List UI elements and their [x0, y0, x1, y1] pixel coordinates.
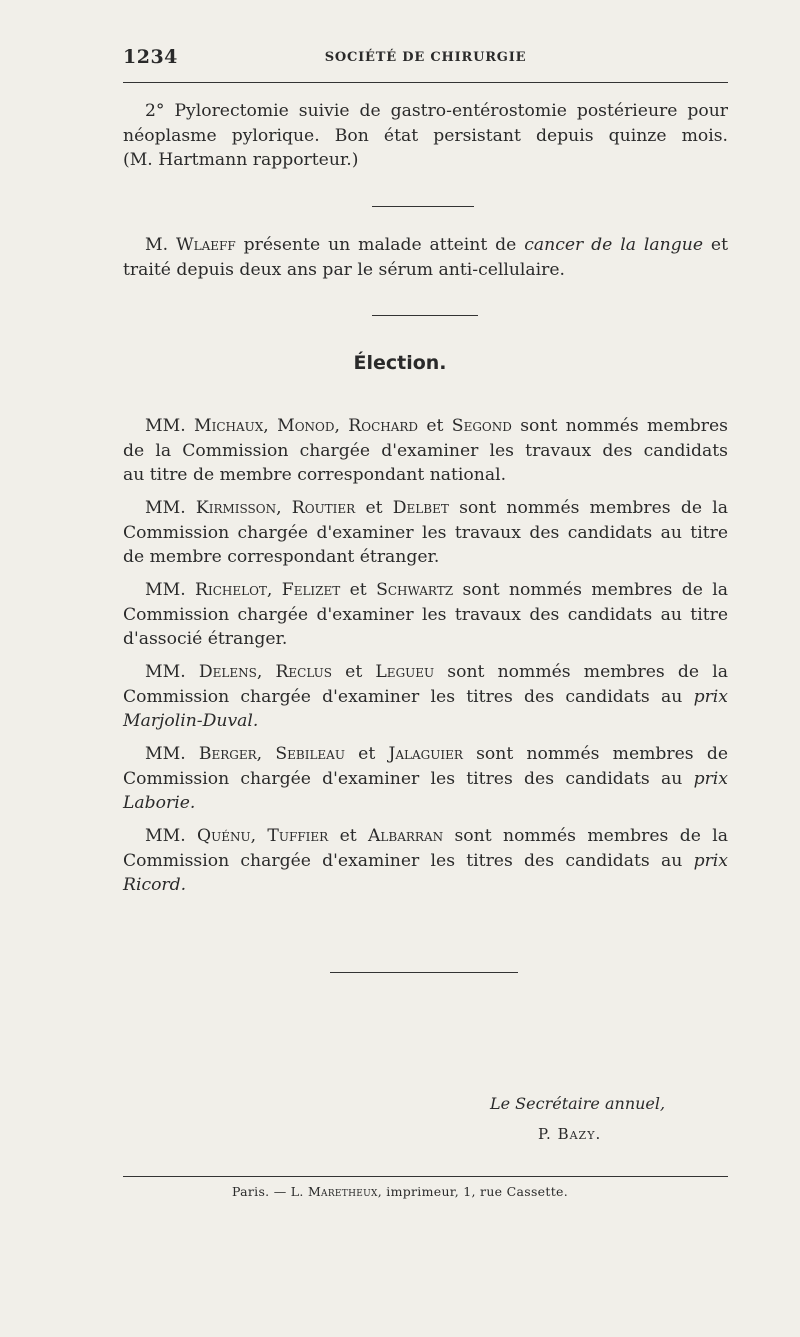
- text-line: de la Commission chargée d'examiner les travaux des candidats: [123, 440, 728, 461]
- text-line: 2° Pylorectomie suivie de gastro-entérostomie postérieure pour: [145, 101, 728, 121]
- election-paragraph: [123, 660, 728, 734]
- election-paragraph: [123, 742, 728, 816]
- member-names: Delens, Reclus: [198, 662, 332, 682]
- printer-imprint: [0, 1184, 800, 1199]
- honorific: MM.: [145, 498, 196, 518]
- honorific: MM.: [145, 580, 196, 600]
- text-line: au titre de membre correspondant national.: [123, 465, 507, 485]
- imprint-address: , imprimeur, 1, rue Cassette.: [377, 1184, 568, 1199]
- closing-separator: [330, 972, 518, 973]
- text-fragment: présente un malade atteint de: [235, 235, 525, 255]
- item-2-paragraph: [123, 99, 728, 173]
- prize-name: Ricord.: [123, 875, 187, 895]
- text-line: Commission chargée d'examiner les travaux des candidats au titre: [123, 522, 728, 543]
- section-separator: [372, 206, 474, 207]
- text-line: [123, 849, 728, 874]
- text-line: [123, 414, 728, 439]
- diagnosis: cancer de la langue: [524, 235, 703, 255]
- prize-name: Marjolin-Duval.: [123, 711, 259, 731]
- page-number: 1234: [123, 46, 178, 68]
- text-fragment: sont nommés membres de la: [434, 662, 728, 682]
- honorific: MM.: [145, 416, 194, 436]
- text-fragment: et: [418, 416, 452, 436]
- text-line: [123, 496, 728, 521]
- text-fragment: sont nommés membres de la: [443, 826, 728, 846]
- election-paragraph: [123, 578, 728, 652]
- member-names: Albarran: [368, 826, 444, 846]
- text-fragment: et: [355, 498, 393, 518]
- member-names: Berger, Sebileau: [198, 744, 345, 764]
- prize-word: prix: [693, 850, 728, 871]
- text-fragment: et: [344, 744, 389, 764]
- signer: [538, 1125, 601, 1143]
- member-names: Schwartz: [376, 580, 454, 600]
- imprint-city: Paris. — L.: [231, 1184, 308, 1199]
- honorific: M.: [145, 235, 176, 255]
- text-line: de membre correspondant étranger.: [123, 547, 440, 567]
- prize-word: prix: [693, 768, 728, 789]
- text-line: [123, 742, 728, 767]
- election-paragraph: [123, 414, 728, 488]
- text-line: traité depuis deux ans par le sérum anti-cellulaire.: [123, 259, 566, 280]
- member-names: Quénu, Tuffier: [197, 826, 329, 846]
- member-names: Legueu: [375, 662, 435, 682]
- text-line: [123, 660, 728, 685]
- election-paragraph: [123, 824, 728, 898]
- section-title: Élection.: [353, 352, 447, 374]
- text-fragment: Commission chargée d'examiner les titres des candidats au: [123, 768, 694, 789]
- prize-word: prix: [693, 686, 728, 707]
- member-names: Jalaguier: [388, 744, 463, 764]
- text-line: [123, 709, 728, 734]
- text-line: Commission chargée d'examiner les travaux des candidats au titre: [123, 604, 728, 625]
- text-line: [123, 767, 728, 792]
- signer-name: Bazy.: [557, 1125, 602, 1143]
- text-fragment: sont nommés membres: [511, 416, 729, 436]
- text-fragment: et: [340, 580, 377, 600]
- text-fragment: et: [328, 826, 369, 846]
- surgeon-name: Wlaeff: [176, 235, 236, 255]
- text-fragment: Commission chargée d'examiner les titres des candidats au: [123, 850, 694, 871]
- honorific: MM.: [145, 826, 198, 846]
- text-line: [123, 233, 728, 258]
- member-names: Segond: [451, 416, 512, 436]
- printer-name: Maretheux: [307, 1184, 378, 1199]
- page-header: [123, 44, 728, 72]
- text-fragment: et: [331, 662, 376, 682]
- text-line: [123, 685, 728, 710]
- text-fragment: Commission chargée d'examiner les titres des candidats au: [123, 686, 694, 707]
- header-rule: [123, 82, 728, 83]
- signature-title: Le Secrétaire annuel,: [490, 1094, 666, 1113]
- text-line: [123, 791, 728, 816]
- section-separator: [372, 315, 478, 316]
- text-line: [123, 824, 728, 849]
- footer-rule: [123, 1176, 728, 1177]
- wlaeff-paragraph: [123, 233, 728, 282]
- member-names: Michaux, Monod, Rochard: [194, 416, 419, 436]
- text-line: [123, 873, 728, 898]
- text-fragment: sont nommés membres de la: [448, 498, 728, 518]
- signer-initial: P.: [538, 1125, 558, 1143]
- text-line: néoplasme pylorique. Bon état persistant depuis quinze mois.: [123, 125, 728, 146]
- text-line: [123, 578, 728, 603]
- member-names: Delbet: [392, 498, 449, 518]
- running-title: SOCIÉTÉ DE CHIRURGIE: [324, 50, 527, 65]
- text-fragment: et: [703, 235, 729, 255]
- member-names: Kirmisson, Routier: [195, 498, 356, 518]
- text-fragment: sont nommés membres de: [462, 744, 729, 764]
- honorific: MM.: [145, 744, 199, 764]
- text-fragment: sont nommés membres de la: [453, 580, 728, 600]
- prize-name: Laborie.: [123, 793, 196, 813]
- member-names: Richelot, Felizet: [195, 580, 341, 600]
- text-line: (M. Hartmann rapporteur.): [123, 150, 359, 170]
- text-line: d'associé étranger.: [123, 629, 288, 649]
- honorific: MM.: [145, 662, 199, 682]
- election-paragraph: [123, 496, 728, 570]
